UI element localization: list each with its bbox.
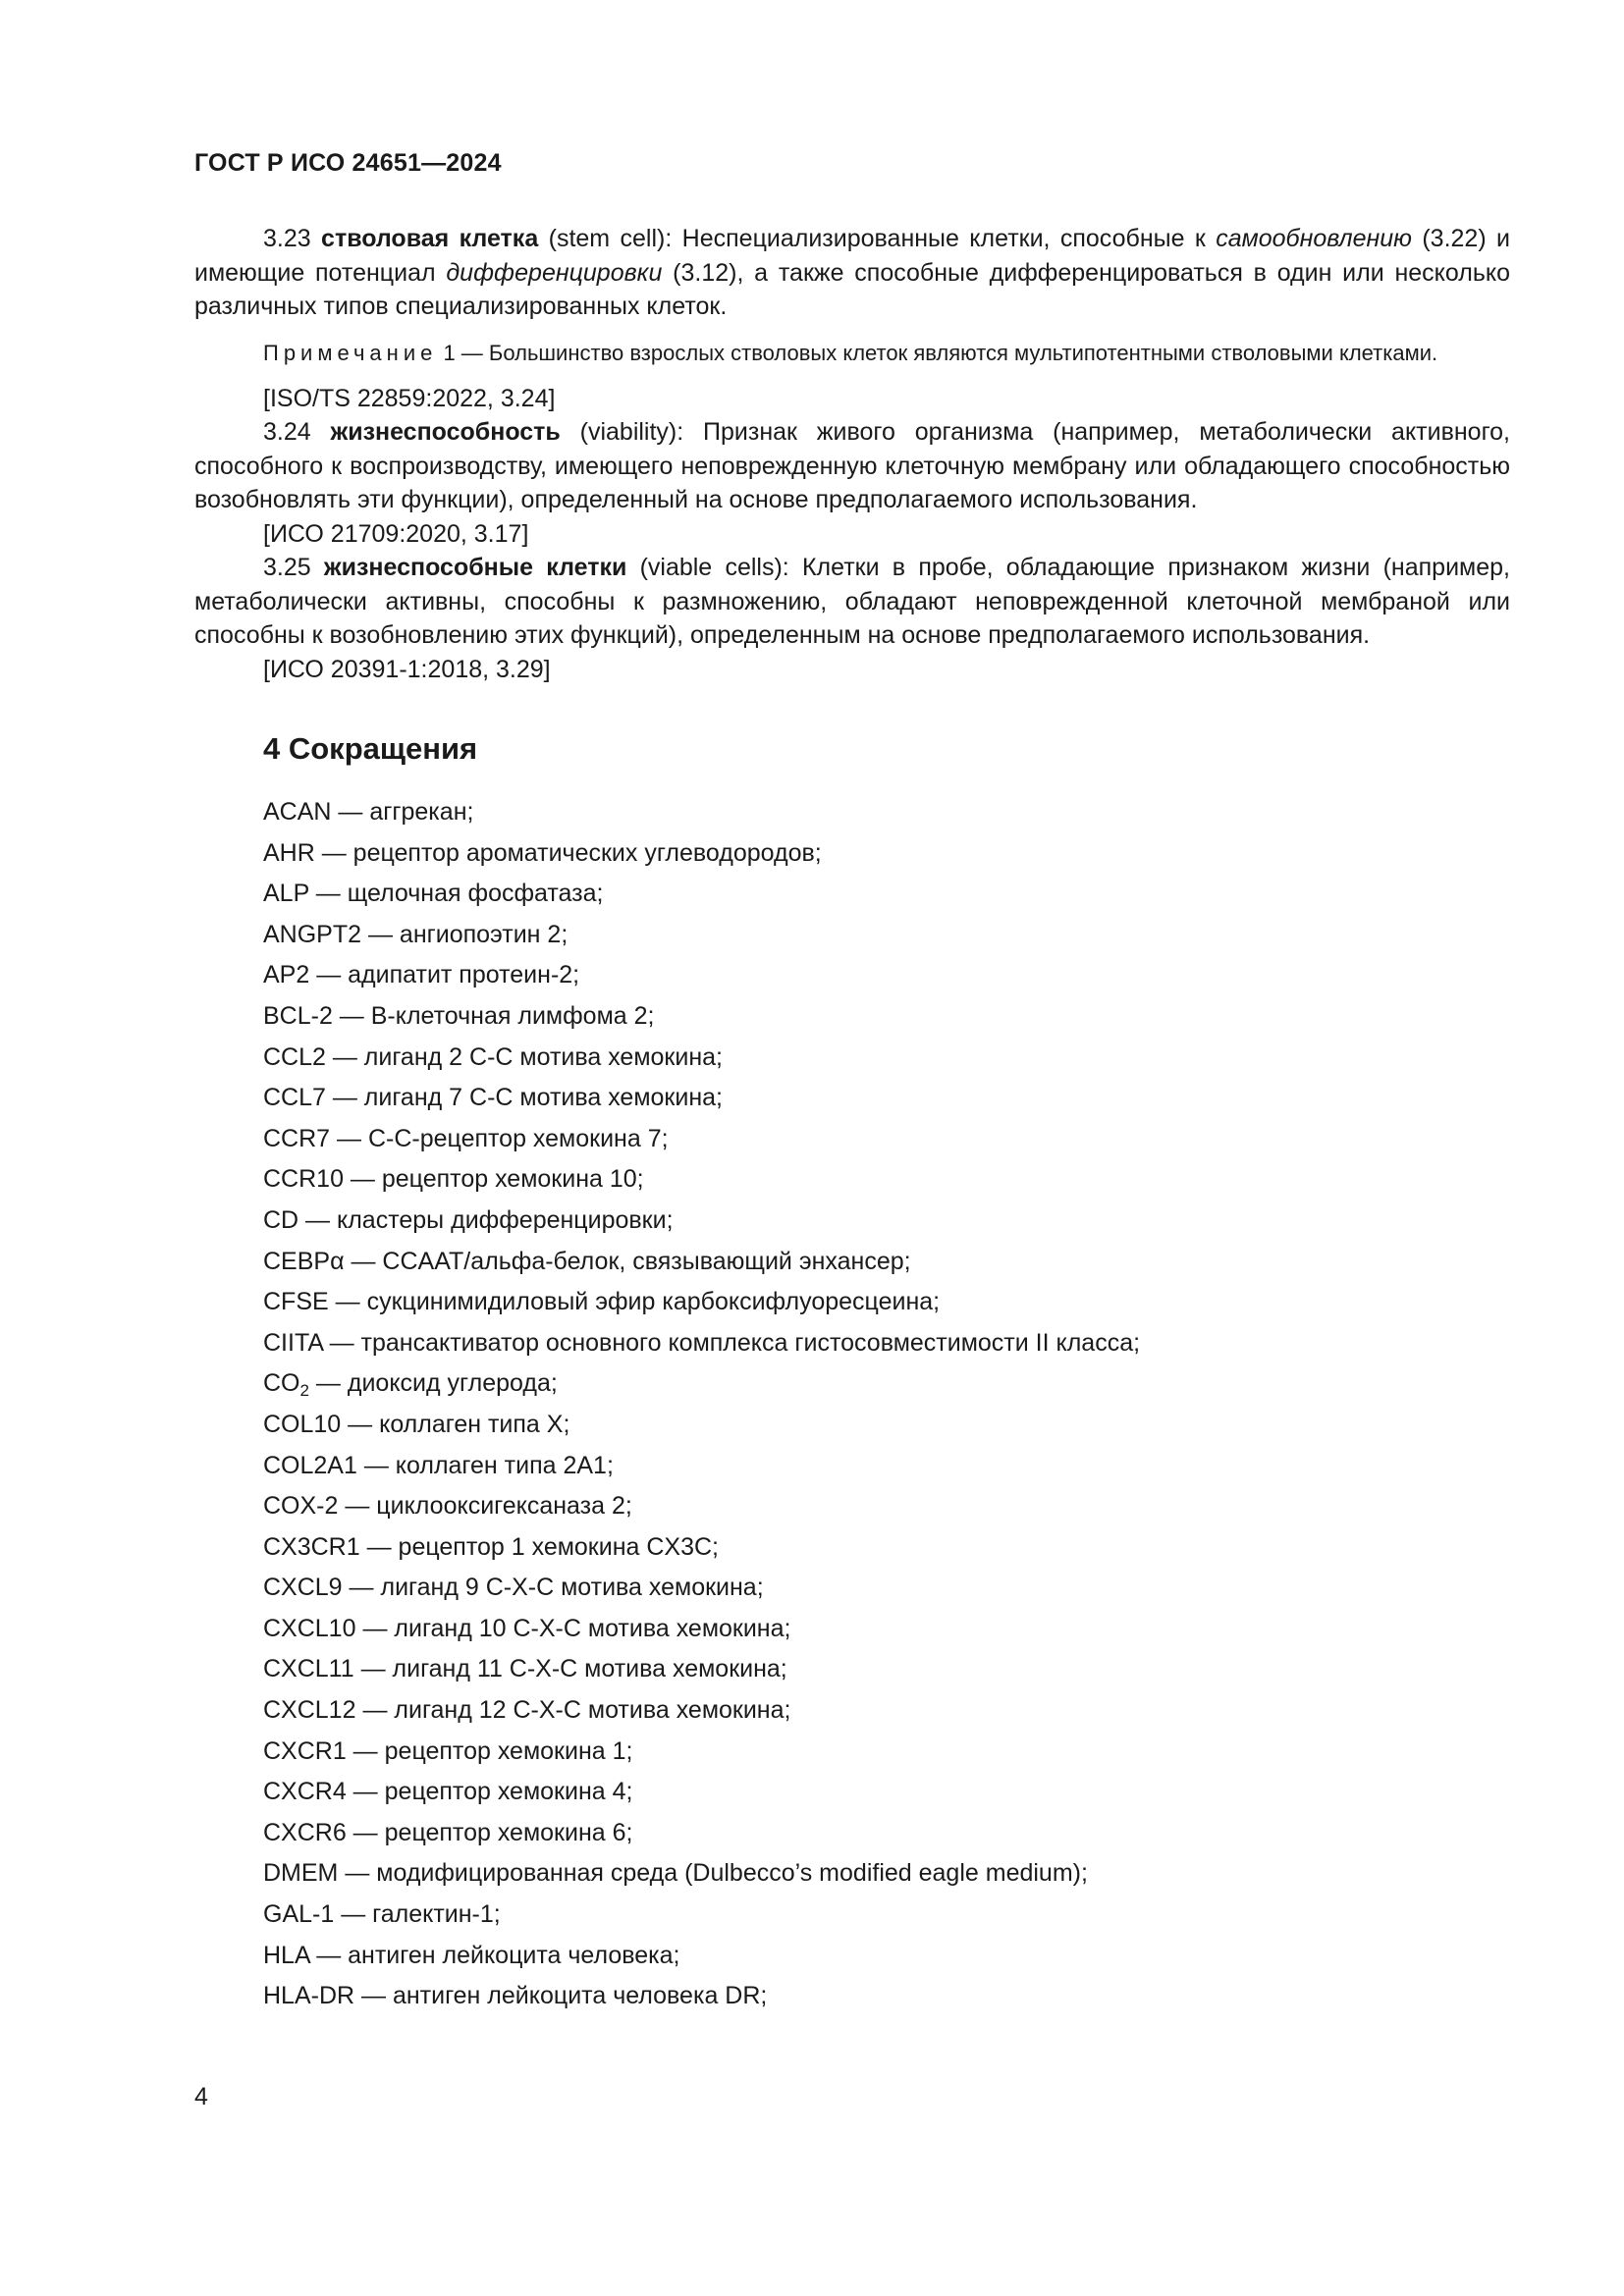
abbreviation-item: GAL-1 — галектин-1; [263,1900,501,1929]
term-3-25 [194,551,1510,653]
abbreviation-item: AHR — рецептор ароматических углеводородов; [263,838,822,867]
term-3-23 [194,222,1510,324]
abbreviation-item: CXCL10 — лиганд 10 С-Х-С мотива хемокина; [263,1614,791,1642]
section-title: 4 Сокращения [263,731,478,766]
abbreviation-item: CCL2 — лиганд 2 С-С мотива хемокина; [263,1042,723,1071]
abbreviation-subscript: 2 [299,1381,309,1401]
abbreviation-item: COX-2 — циклооксигексаназа 2; [263,1492,632,1521]
source-3-23: [ISO/TS 22859:2022, 3.24] [263,384,556,412]
term-name: стволовая клетка [321,225,539,252]
source-3-25: [ИСО 20391-1:2018, 3.29] [263,655,551,683]
abbreviation-item: CCR10 — рецептор хемокина 10; [263,1165,644,1194]
abbreviation-item: HLA — антиген лейкоцита человека; [263,1941,680,1969]
note-3-23 [194,338,1510,368]
abbreviation-item: CXCR4 — рецептор хемокина 4; [263,1778,633,1806]
abbreviation-item: CEBPα — CCAAT/альфа-белок, связывающий энхансер; [263,1247,911,1275]
abbreviation-item: CXCR1 — рецептор хемокина 1; [263,1736,633,1765]
abbreviation-item: ACAN — аггрекан; [263,798,474,826]
abbreviation-item: HLA-DR — антиген лейкоцита человека DR; [263,1982,768,2010]
abbreviation-item: CFSE — сукцинимидиловый эфир карбоксифлуоресцеина; [263,1288,941,1316]
abbreviation-item: CX3CR1 — рецептор 1 хемокина CX3C; [263,1532,720,1561]
abbreviation-list [194,792,1510,2017]
abbreviation-item: ANGPT2 — ангиопоэтин 2; [263,920,568,948]
term-number: 3.25 [263,554,324,581]
abbreviation-item: CXCL11 — лиганд 11 С-Х-С мотива хемокина; [263,1655,787,1683]
term-3-24 [194,415,1510,517]
abbreviation-item [263,1363,1510,1405]
abbreviation-item: CXCR6 — рецептор хемокина 6; [263,1818,633,1846]
term-definition: (viable cells): Клетки в пробе, обладающие признаком жизни (например, метаболически активны, способны к размножению, обладают неповрежденной клеточной мембраной или способны к возобновлению этих функций), определенным на основе предполагаемого использования. [194,554,1510,649]
note-text: 1 — Большинство взрослых стволовых клеток являются мультипотентными стволовыми клетками. [437,340,1438,365]
abbreviation-item: DMEM — модифицированная среда (Dulbecco’s modified eagle medium); [263,1859,1088,1888]
term-definition: (viability): Признак живого организма (например, метаболически активного, способного к воспроизводству, имеющего неповрежденную клеточную мембрану или обладающего способностью возобновлять эти функции), определенный на основе предполагаемого использования. [194,418,1510,513]
abbreviation-item: COL2A1 — коллаген типа 2A1; [263,1451,614,1479]
term-definition: (3.22) и имеющие потенциал [194,225,1511,287]
term-reference: самообновлению [1216,225,1412,252]
source-3-24: [ИСО 21709:2020, 3.17] [263,519,529,548]
document-header: ГОСТ Р ИСО 24651—2024 [194,149,502,177]
term-definition: (stem cell): Неспециализированные клетки, способные к [538,225,1217,252]
term-number: 3.23 [263,225,322,252]
abbreviation-item: COL10 — коллаген типа X; [263,1410,570,1438]
abbreviation-item: AP2 — адипатит протеин-2; [263,961,580,989]
term-definition: (3.12), а также способные дифференцироваться в один или несколько различных типов специализированных клеток. [194,258,1510,320]
abbreviation-term: CO [263,1369,300,1398]
term-name: жизнеспособные клетки [323,554,627,581]
abbreviation-item: CD — кластеры дифференцировки; [263,1205,674,1234]
note-label: Примечание [263,340,438,365]
abbreviation-item: ALP — щелочная фосфатаза; [263,880,604,908]
page-number: 4 [194,2083,208,2110]
term-reference: дифференцировки [446,258,663,287]
abbreviation-item: CXCL12 — лиганд 12 С-Х-С мотива хемокина; [263,1696,791,1725]
abbreviation-item: CCL7 — лиганд 7 С-С мотива хемокина; [263,1084,723,1112]
abbreviation-item: CXCL9 — лиганд 9 С-Х-С мотива хемокина; [263,1574,764,1602]
abbreviation-item: CCR7 — С-С-рецептор хемокина 7; [263,1124,669,1152]
abbreviation-item: BCL-2 — В-клеточная лимфома 2; [263,1001,655,1030]
page-content [194,222,1510,2017]
abbreviation-item: CIITA — трансактиватор основного комплекса гистосовместимости II класса; [263,1328,1141,1357]
term-name: жизнеспособность [330,418,561,446]
abbreviation-definition: — диоксид углерода; [308,1369,558,1398]
term-number: 3.24 [263,418,331,446]
